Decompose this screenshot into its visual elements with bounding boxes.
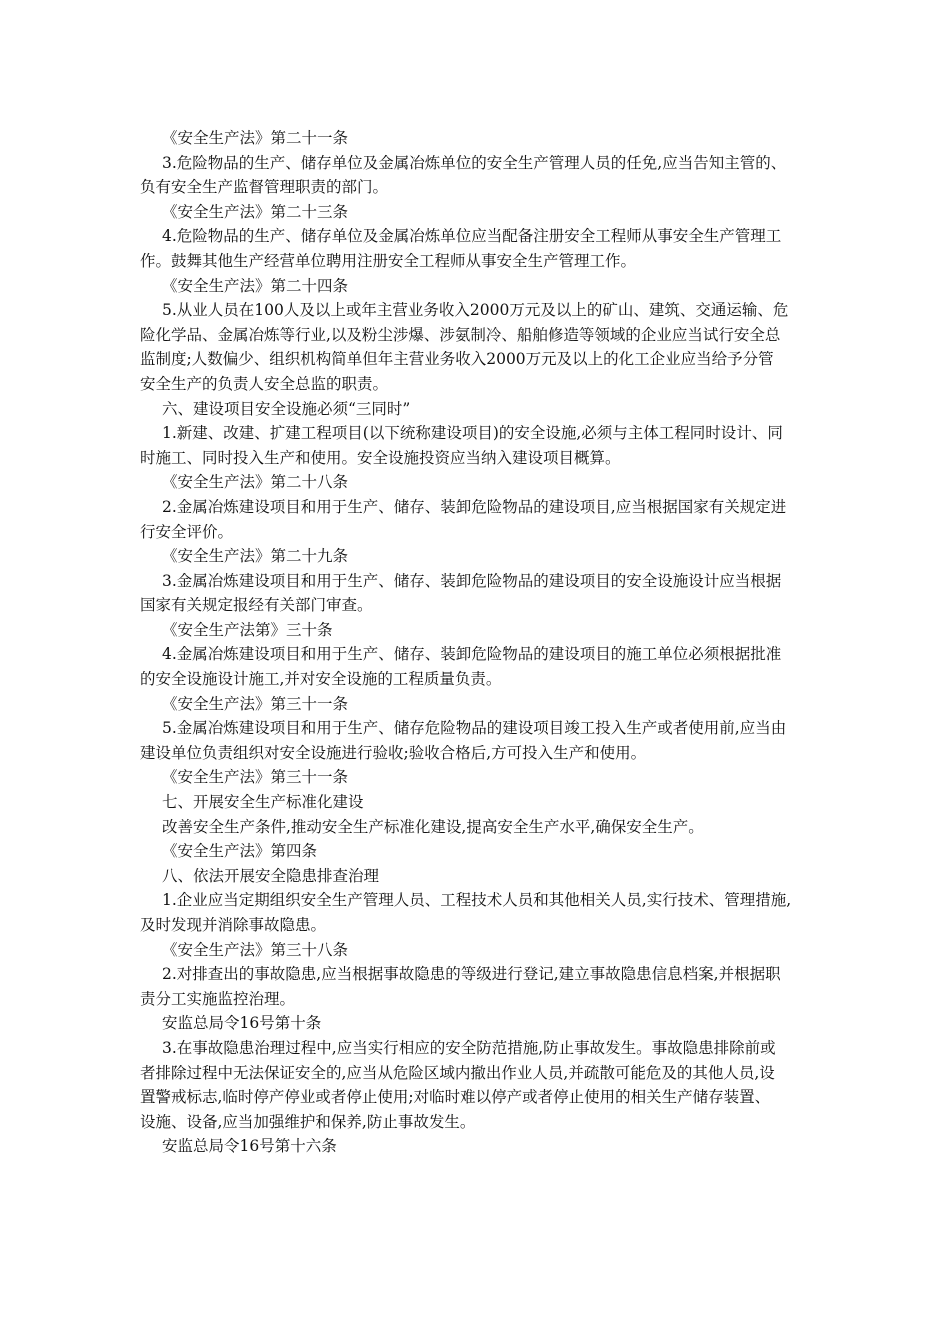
text-line: 险化学品、金属冶炼等行业,以及粉尘涉爆、涉氨制冷、船舶修造等领域的企业应当试行安全总 xyxy=(140,325,781,344)
text-line: 《安全生产法》第三十一条 xyxy=(162,694,349,713)
text-line: 建设单位负责组织对安全设施进行验收;验收合格后,方可投入生产和使用。 xyxy=(140,743,647,762)
document-body xyxy=(140,126,812,1159)
text-line: 的安全设施设计施工,并对安全设施的工程质量负责。 xyxy=(140,670,502,689)
text-line: 监制度;人数偏少、组织机构简单但年主营业务收入2000万元及以上的化工企业应当给予分管 xyxy=(140,350,774,369)
text-line: 5.从业人员在100人及以上或年主营业务收入2000万元及以上的矿山、建筑、交通运输、危 xyxy=(162,301,789,320)
text-line: 《安全生产法》第三十八条 xyxy=(162,940,349,959)
text-line: 设施、设备,应当加强维护和保养,防止事故发生。 xyxy=(140,1112,476,1131)
text-line: 1.新建、改建、扩建工程项目(以下统称建设项目)的安全设施,必须与主体工程同时设计、同 xyxy=(162,424,783,443)
text-line: 作。鼓舞其他生产经营单位聘用注册安全工程师从事安全生产管理工作。 xyxy=(140,251,637,270)
text-line: 安监总局令16号第十条 xyxy=(162,1014,322,1033)
text-line: 负有安全生产监督管理职责的部门。 xyxy=(140,178,389,197)
text-line: 《安全生产法第》三十条 xyxy=(162,620,333,639)
text-line: 1.企业应当定期组织安全生产管理人员、工程技术人员和其他相关人员,实行技术、管理措施, xyxy=(162,891,792,910)
text-line: 改善安全生产条件,推动安全生产标准化建设,提高安全生产水平,确保安全生产。 xyxy=(162,817,704,836)
text-line: 行安全评价。 xyxy=(140,522,234,541)
text-line: 《安全生产法》第二十一条 xyxy=(162,129,349,147)
text-line: 3.危险物品的生产、储存单位及金属冶炼单位的安全生产管理人员的任免,应当告知主管的、 xyxy=(162,153,787,172)
text-line: 《安全生产法》第二十四条 xyxy=(162,276,349,295)
text-line: 《安全生产法》第二十九条 xyxy=(162,547,349,566)
text-line: 2.金属冶炼建设项目和用于生产、储存、装卸危险物品的建设项目,应当根据国家有关规定进 xyxy=(162,497,787,516)
text-line: 《安全生产法》第三十一条 xyxy=(162,768,349,787)
text-line: 3.金属冶炼建设项目和用于生产、储存、装卸危险物品的建设项目的安全设施设计应当根据 xyxy=(162,571,782,590)
text-line: 者排除过程中无法保证安全的,应当从危险区域内撤出作业人员,并疏散可能危及的其他人员,设 xyxy=(140,1063,775,1082)
text-line: 《安全生产法》第二十三条 xyxy=(162,202,349,221)
text-line: 及时发现并消除事故隐患。 xyxy=(140,916,327,934)
text-line: 国家有关规定报经有关部门审查。 xyxy=(140,596,373,615)
text-line: 安全生产的负责人安全总监的职责。 xyxy=(140,374,389,393)
text-line: 《安全生产法》第二十八条 xyxy=(162,473,349,492)
text-line: 责分工实施监控治理。 xyxy=(140,989,296,1008)
text-line: 《安全生产法》第四条 xyxy=(162,842,318,861)
text-line: 4.危险物品的生产、储存单位及金属冶炼单位应当配备注册安全工程师从事安全生产管理工 xyxy=(162,227,782,246)
text-line: 安监总局令16号第十六条 xyxy=(162,1137,337,1156)
text-line: 2.对排查出的事故隐患,应当根据事故隐患的等级进行登记,建立事故隐患信息档案,并根据职 xyxy=(162,965,781,984)
text-line: 置警戒标志,临时停产停业或者停止使用;对临时难以停产或者停止使用的相关生产储存装置、 xyxy=(140,1088,771,1107)
text-line: 八、依法开展安全隐患排查治理 xyxy=(162,866,380,885)
text-line: 七、开展安全生产标准化建设 xyxy=(162,793,364,812)
text-line: 5.金属冶炼建设项目和用于生产、储存危险物品的建设项目竣工投入生产或者使用前,应当由 xyxy=(162,719,787,738)
text-line: 4.金属冶炼建设项目和用于生产、储存、装卸危险物品的建设项目的施工单位必须根据批准 xyxy=(162,645,782,664)
text-line: 六、建设项目安全设施必须“三同时” xyxy=(162,399,411,418)
text-line: 3.在事故隐患治理过程中,应当实行相应的安全防范措施,防止事故发生。事故隐患排除前或 xyxy=(162,1038,776,1057)
text-line: 时施工、同时投入生产和使用。安全设施投资应当纳入建设项目概算。 xyxy=(140,448,621,467)
